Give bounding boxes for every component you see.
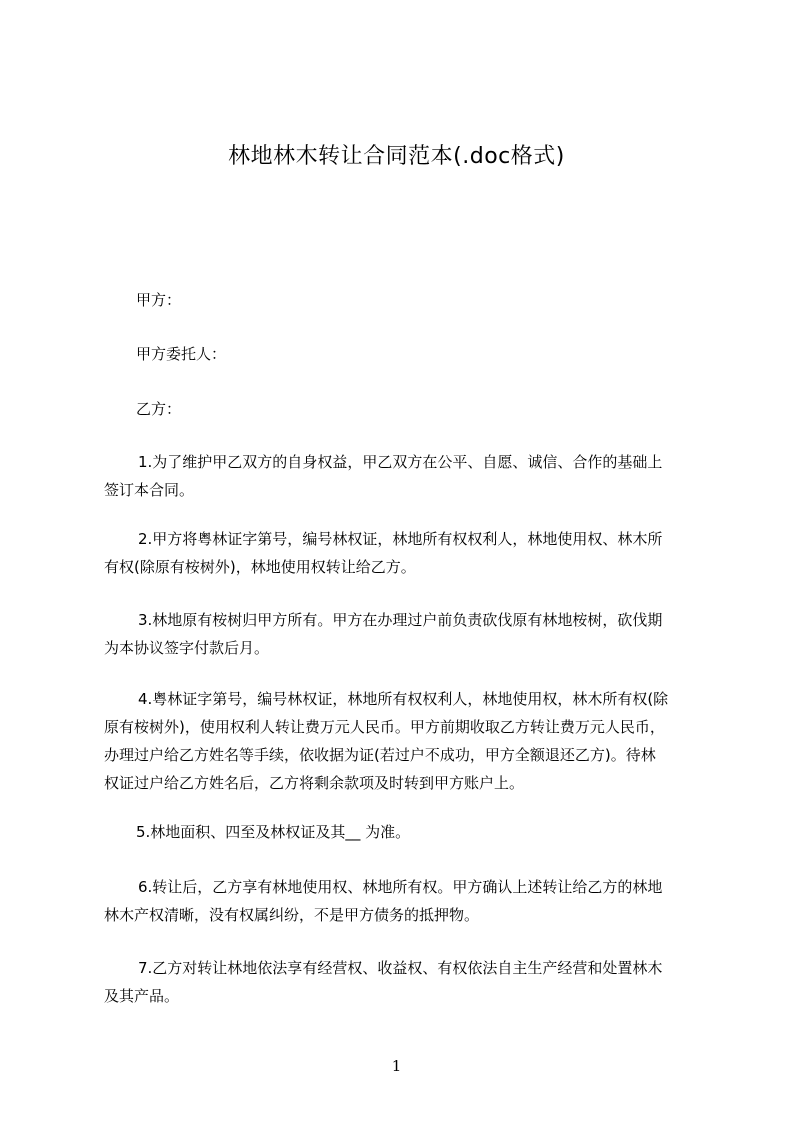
clause-6-line-1: 6.转让后，乙方享有林地使用权、林地所有权。甲方确认上述转让给乙方的林地 — [138, 878, 663, 896]
clause-3-line-1: 3.林地原有桉树归甲方所有。甲方在办理过户前负责砍伐原有林地桉树，砍伐期 — [138, 611, 663, 629]
party-b-label: 乙方： — [136, 400, 182, 418]
party-a-agent-label: 甲方委托人： — [136, 345, 227, 363]
clause-4 — [104, 685, 704, 797]
clause-2-line-2: 有权(除原有桉树外)，林地使用权转让给乙方。 — [104, 558, 416, 576]
clause-5-line-1: 5.林地面积、四至及林权证及其__ 为准。 — [136, 823, 411, 841]
clause-5 — [104, 818, 704, 846]
document-title: 林地林木转让合同范本(.doc格式) — [228, 144, 565, 169]
clause-6 — [104, 873, 704, 929]
clause-3 — [104, 606, 704, 662]
clause-1-line-1: 1.为了维护甲乙双方的自身权益，甲乙双方在公平、自愿、诚信、合作的基础上 — [138, 453, 663, 471]
clause-1 — [104, 448, 704, 504]
party-a-label: 甲方： — [136, 291, 182, 309]
clause-6-line-2: 林木产权清晰，没有权属纠纷，不是甲方债务的抵押物。 — [104, 906, 480, 924]
clause-7-line-1: 7.乙方对转让林地依法享有经营权、收益权、有权依法自主生产经营和处置林木 — [138, 959, 663, 977]
clause-2-line-1: 2.甲方将粤林证字第号，编号林权证，林地所有权权利人，林地使用权、林木所 — [138, 530, 663, 548]
clause-1-line-2: 签订本合同。 — [104, 481, 195, 499]
clause-4-line-4: 权证过户给乙方姓名后，乙方将剩余款项及时转到甲方账户上。 — [104, 774, 525, 792]
clause-4-line-3: 办理过户给乙方姓名等手续，依收据为证(若过户不成功，甲方全额退还乙方)。待林 — [104, 746, 656, 764]
page-number: 1 — [391, 1057, 402, 1075]
clause-4-line-2: 原有桉树外)，使用权利人转让费万元人民币。甲方前期收取乙方转让费万元人民币， — [104, 718, 665, 736]
clause-2 — [104, 525, 704, 581]
clause-4-line-1: 4.粤林证字第号，编号林权证，林地所有权权利人，林地使用权，林木所有权(除 — [138, 690, 669, 708]
clause-3-line-2: 为本协议签字付款后月。 — [104, 639, 270, 657]
clause-7-line-2: 及其产品。 — [104, 987, 180, 1005]
clause-7 — [104, 954, 704, 1010]
